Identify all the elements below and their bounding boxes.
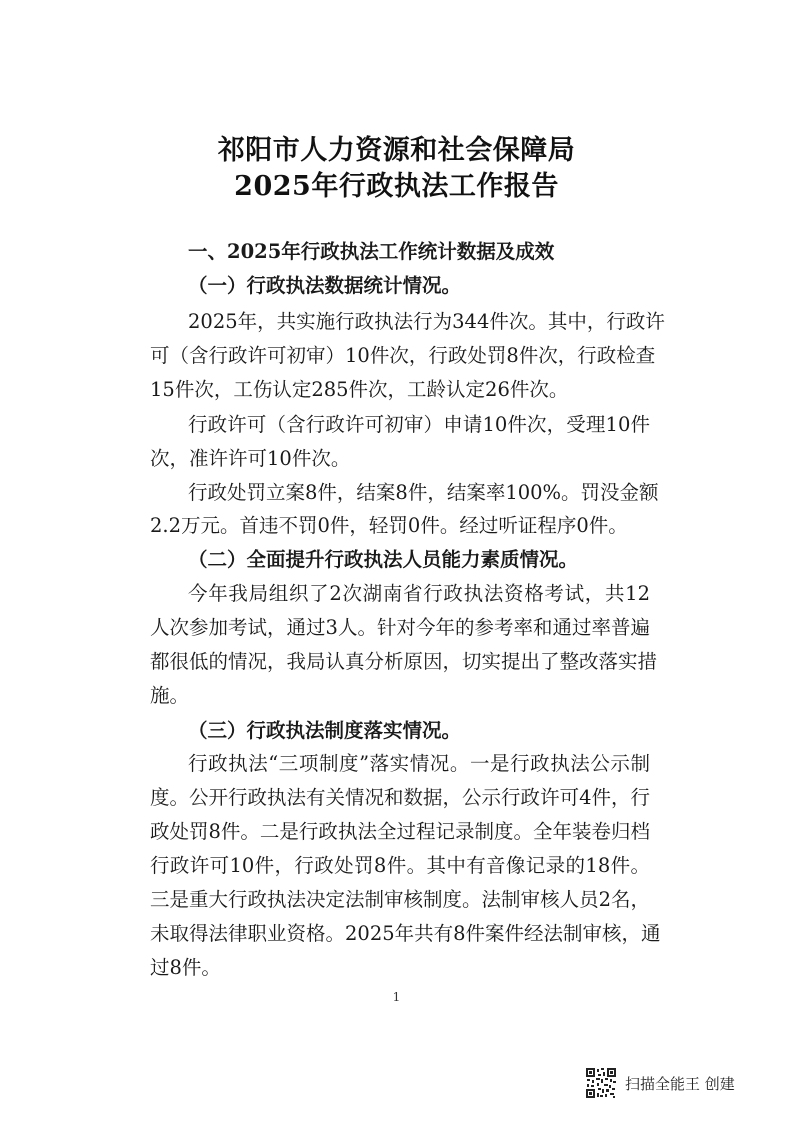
paragraph-line: 次，准许许可10件次。 <box>150 447 351 470</box>
section-heading-1: 一、2025年行政执法工作统计数据及成效 <box>188 240 555 263</box>
paragraph-line: 可（含行政许可初审）10件次，行政处罚8件次，行政检查 <box>150 344 656 367</box>
paragraph-line: 人次参加考试，通过3人。针对今年的参考率和通过率普遍 <box>150 616 650 639</box>
paragraph-line: 今年我局组织了2次湖南省行政执法资格考试，共12 <box>188 582 650 605</box>
paragraph-line: 政处罚8件。二是行政执法全过程记录制度。全年装卷归档 <box>150 820 650 843</box>
scanner-watermark <box>585 1066 735 1100</box>
title-line-2: 2025年行政执法工作报告 <box>234 171 559 202</box>
paragraph-line: 未取得法律职业资格。2025年共有8件案件经法制审核，通 <box>150 922 661 945</box>
paragraph-line: 施。 <box>150 684 190 707</box>
page-number: 1 <box>392 990 401 1004</box>
paragraph-line: 度。公开行政执法有关情况和数据，公示行政许可4件，行 <box>150 786 650 809</box>
paragraph-line: 15件次，工伤认定285件次，工龄认定26件次。 <box>150 378 569 401</box>
subsection-heading-2: （二）全面提升行政执法人员能力素质情况。 <box>188 548 579 571</box>
paragraph-line: 行政许可10件，行政处罚8件。其中有音像记录的18件。 <box>150 854 650 877</box>
paragraph-line: 2025年，共实施行政执法行为344件次。其中，行政许 <box>188 310 665 333</box>
title-line-1: 祁阳市人力资源和社会保障局 <box>217 135 576 166</box>
paragraph-line: 行政许可（含行政许可初审）申请10件次，受理10件 <box>188 413 650 436</box>
qr-code-icon <box>585 1067 617 1099</box>
subsection-heading-3: （三）行政执法制度落实情况。 <box>188 719 462 742</box>
scanner-label: 扫描全能王 创建 <box>625 1074 735 1093</box>
paragraph-line: 2.2万元。首违不罚0件，轻罚0件。经过听证程序0件。 <box>150 514 628 537</box>
paragraph-line: 行政执法“三项制度”落实情况。一是行政执法公示制 <box>188 752 650 775</box>
paragraph-line: 行政处罚立案8件，结案8件，结案率100%。罚没金额 <box>188 481 659 504</box>
paragraph-line: 都很低的情况，我局认真分析原因，切实提出了整改落实措 <box>150 650 658 673</box>
paragraph-line: 三是重大行政执法决定法制审核制度。法制审核人员2名， <box>150 888 650 911</box>
subsection-heading-1: （一）行政执法数据统计情况。 <box>188 274 462 297</box>
paragraph-line: 过8件。 <box>150 956 221 979</box>
